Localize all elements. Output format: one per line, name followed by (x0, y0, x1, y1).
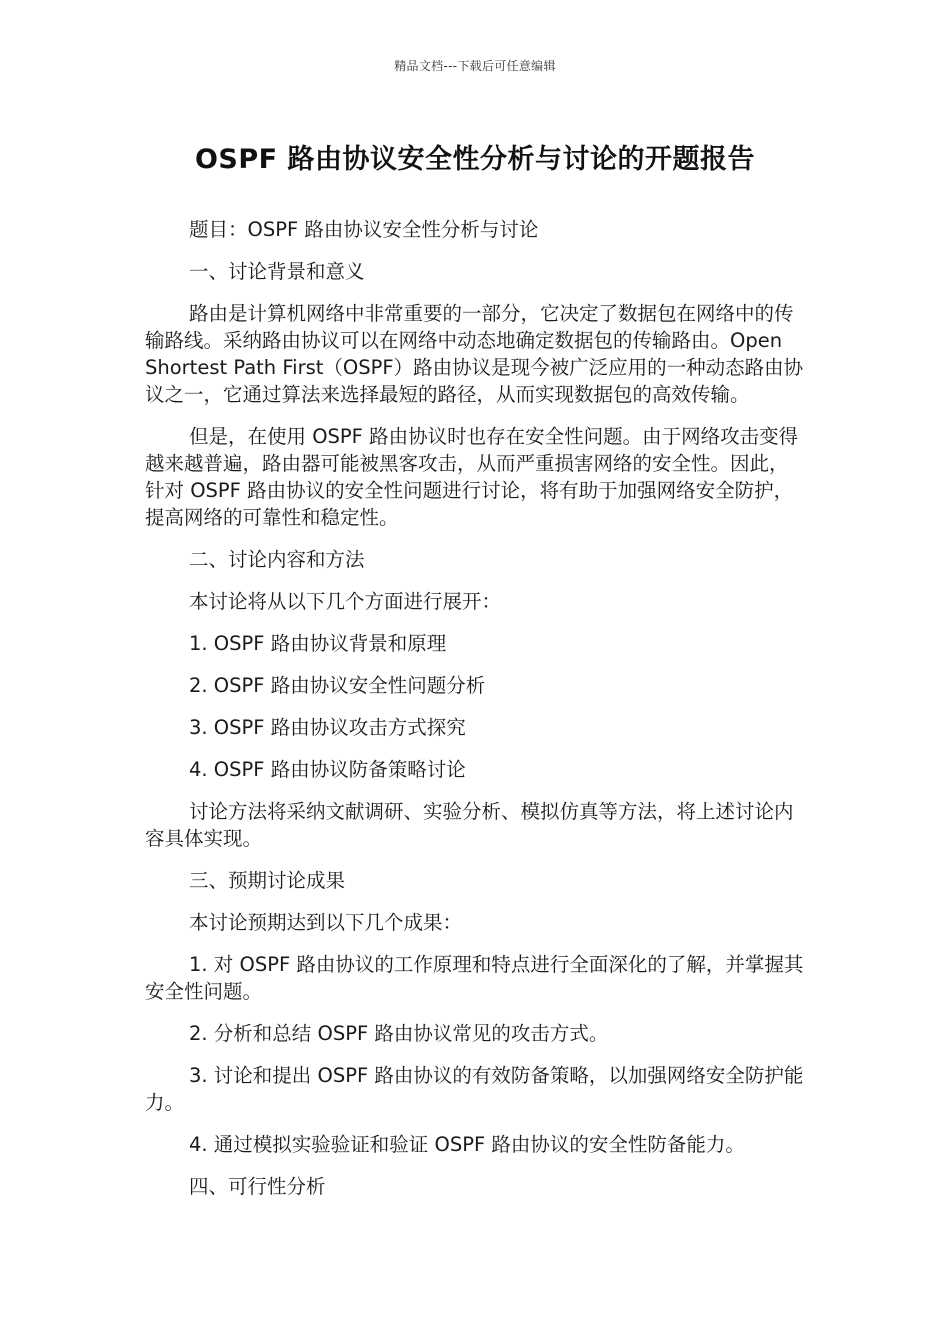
results-list-item: 2. 分析和总结 OSPF 路由协议常见的攻击方式。 (189, 1022, 609, 1045)
content-list-item: 2. OSPF 路由协议安全性问题分析 (189, 674, 486, 697)
content-list-item: 1. OSPF 路由协议背景和原理 (189, 632, 447, 655)
document-body (145, 216, 807, 1215)
results-list-item: 4. 通过模拟实验验证和验证 OSPF 路由协议的安全性防备能力。 (189, 1133, 745, 1156)
paragraph-results-intro: 本讨论预期达到以下几个成果： (189, 911, 463, 934)
paragraph-method: 讨论方法将采纳文献调研、实验分析、模拟仿真等方法，将上述讨论内容具体实现。 (145, 800, 794, 850)
document-title: OSPF 路由协议安全性分析与讨论的开题报告 (194, 144, 756, 175)
section-heading-feasibility: 四、可行性分析 (189, 1175, 326, 1198)
paragraph-content-intro: 本讨论将从以下几个方面进行展开： (189, 590, 502, 613)
results-list-item: 3. 讨论和提出 OSPF 路由协议的有效防备策略，以加强网络安全防护能力。 (145, 1064, 804, 1114)
section-heading-content-method: 二、讨论内容和方法 (189, 548, 365, 571)
header-note: 精品文档---下载后可任意编辑 (394, 59, 556, 73)
content-list-item: 3. OSPF 路由协议攻击方式探究 (189, 716, 466, 739)
paragraph-security-issues: 但是，在使用 OSPF 路由协议时也存在安全性问题。由于网络攻击变得越来越普遍，路由器可能被黑客攻击，从而严重损害网络的安全性。因此，针对 OSPF 路由协议的安全性问题进行讨论，将有助于加强网络安全防护，提高网络的可靠性和稳定性。 (145, 425, 799, 529)
results-list-item: 1. 对 OSPF 路由协议的工作原理和特点进行全面深化的了解，并掌握其安全性问题。 (145, 953, 804, 1003)
content-list-item: 4. OSPF 路由协议防备策略讨论 (189, 758, 466, 781)
section-heading-background: 一、讨论背景和意义 (189, 260, 365, 283)
paragraph-routing-intro: 路由是计算机网络中非常重要的一部分，它决定了数据包在网络中的传输路线。采纳路由协议可以在网络中动态地确定数据包的传输路由。Open Shortest Path First（OSPF）路由协议是现今被广泛应用的一种动态路由协议之一，它通过算法来选择最短的路径，从而实现数据包的高效传输。 (145, 302, 804, 406)
subject-line: 题目：OSPF 路由协议安全性分析与讨论 (189, 218, 539, 241)
section-heading-expected-results: 三、预期讨论成果 (189, 869, 346, 892)
